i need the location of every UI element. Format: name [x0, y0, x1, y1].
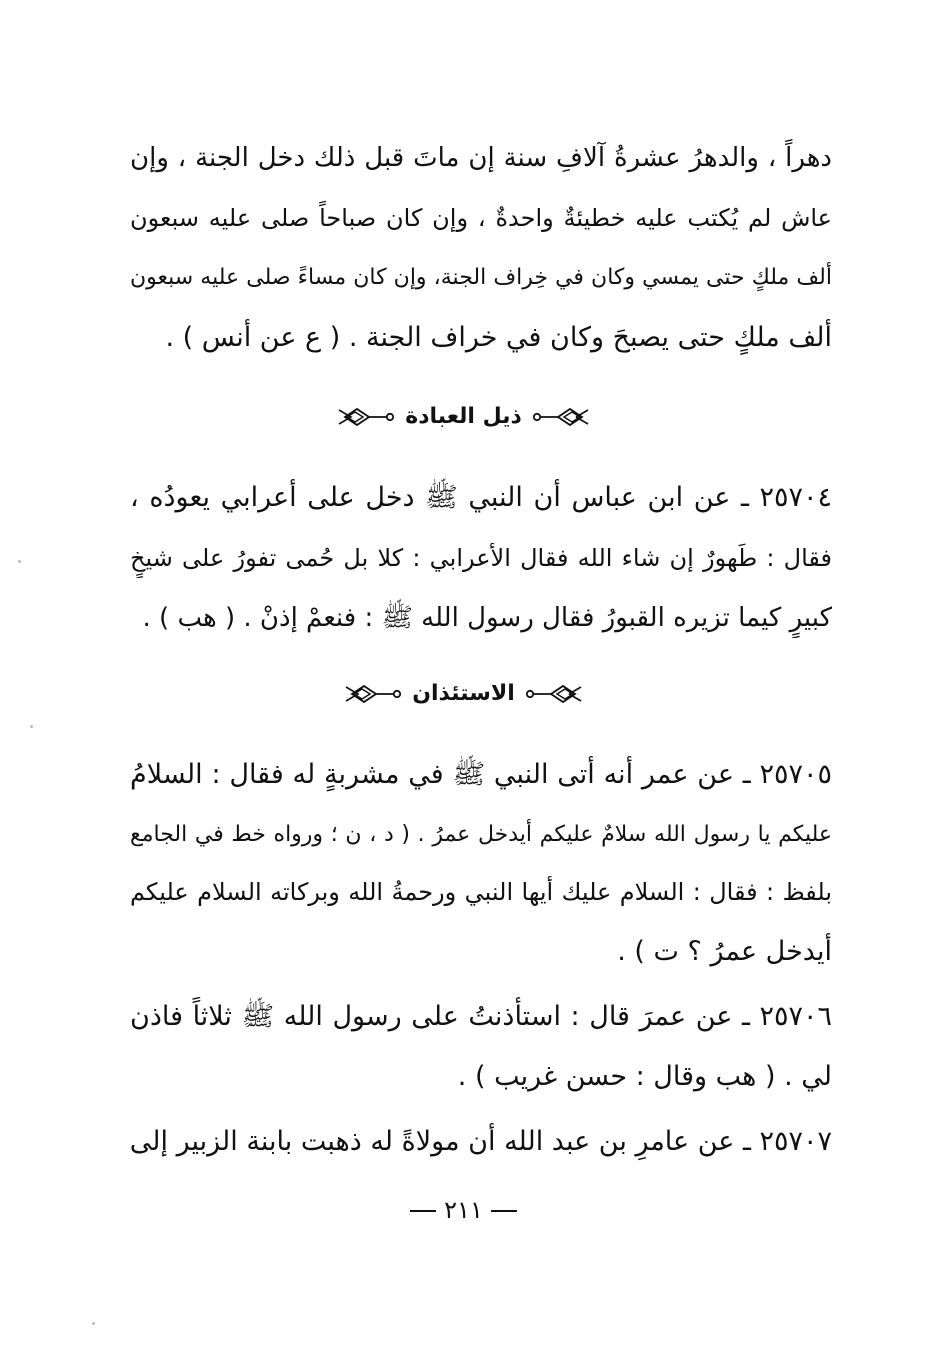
text-line: فقال : طَهورٌ إن شاء الله فقال الأعرابي : كلا بل حُمى تفورُ على شيخٍ [130, 544, 832, 572]
text-line: ٢٥٧٠٦ ـ عن عمرَ قال : استأذنتُ على رسول الله ﷺ ثلاثاً فاذن [130, 1001, 832, 1032]
text-line: أيدخل عمرُ ؟ ت ) . [617, 936, 832, 967]
scan-speck [18, 560, 21, 563]
scan-speck [30, 725, 33, 728]
scan-speck [92, 1322, 95, 1325]
dash-divider [410, 1210, 436, 1212]
page-number: ٢١١ [444, 1196, 483, 1224]
ornament-right-icon [340, 683, 402, 705]
text-line: لي . ( هب وقال : حسن غريب ) . [457, 1061, 832, 1092]
ornament-right-icon [333, 406, 395, 428]
text-line: ألف ملكٍ حتى يمسي وكان في خِراف الجنة، وإن كان مساءً صلى عليه سبعون [130, 265, 832, 290]
heading-title: ذيل العبادة [405, 404, 522, 429]
text-line: دهراً ، والدهرُ عشرةُ آلافِ سنة إن ماتَ قبل ذلك دخل الجنة ، وإن [130, 143, 832, 173]
text-line: كبيرٍ كيما تزيره القبورُ فقال رسول الله ﷺ : فنعمْ إذنْ . ( هب ) . [142, 603, 832, 633]
text-line: بلفظ : فقال : السلام عليك أيها النبي ورحمةُ الله وبركاته السلام عليكم [130, 878, 832, 906]
text-line: عليكم يا رسول الله سلامٌ عليكم أيدخل عمرُ . ( د ، ن ؛ ورواه خط في الجامع [130, 822, 832, 847]
text-line: ٢٥٧٠٥ ـ عن عمر أنه أتى النبي ﷺ في مشربةٍ له فقال : السلامُ [130, 759, 832, 790]
heading-title: الاستئذان [412, 681, 515, 706]
section-heading-dhayl-al-ibada [0, 397, 927, 437]
section-heading-al-istidhan [0, 674, 927, 714]
text-line: ألف ملكٍ حتى يصبحَ وكان في خراف الجنة . ( ع عن أنس ) . [165, 322, 832, 353]
text-line: ٢٥٧٠٧ ـ عن عامرِ بن عبد الله أن مولاةً له ذهبت بابنة الزبير إلى [130, 1126, 832, 1157]
text-line: ٢٥٧٠٤ ـ عن ابن عباس أن النبي ﷺ دخل على أعرابي يعودُه ، [130, 482, 832, 513]
page-number-footer [0, 1190, 927, 1230]
ornament-left-icon [532, 406, 594, 428]
ornament-left-icon [525, 683, 587, 705]
dash-divider [491, 1210, 517, 1212]
text-line: عاش لم يُكتب عليه خطيئةٌ واحدةٌ ، وإن كان صباحاً صلى عليه سبعون [130, 204, 832, 232]
